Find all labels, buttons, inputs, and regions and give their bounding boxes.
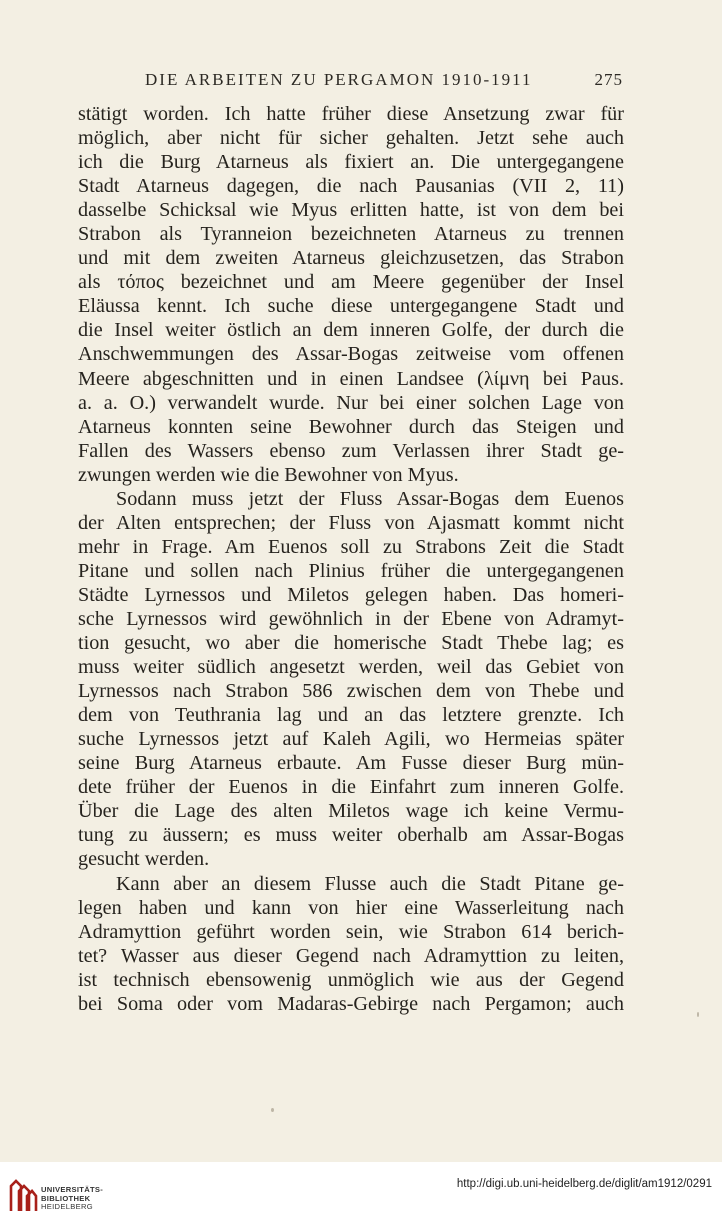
- text-line: dasselbe Schicksal wie Myus erlitten hatte, ist von dem bei: [78, 199, 624, 222]
- text-line: Stadt Atarneus dagegen, die nach Pausanias (VII 2, 11): [78, 175, 624, 198]
- text-line-paragraph-start: Sodann muss jetzt der Fluss Assar-Bogas dem Euenos: [116, 487, 624, 510]
- text-line: dete früher der Euenos in die Einfahrt zum inneren Golfe.: [78, 776, 624, 799]
- text-line: und mit dem zweiten Atarneus gleichzusetzen, das Strabon: [78, 247, 624, 270]
- text-line: tet? Wasser aus dieser Gegend nach Adramyttion zu leiten,: [78, 944, 624, 967]
- text-line: als τόπος bezeichnet und am Meere gegenüber der Insel: [78, 271, 624, 294]
- paper-speck: [271, 1108, 274, 1112]
- library-name-line: BIBLIOTHEK: [41, 1193, 91, 1203]
- library-name: [41, 1186, 103, 1212]
- text-line: Städte Lyrnessos und Miletos gelegen haben. Das homeri-: [78, 583, 624, 606]
- text-line: möglich, aber nicht für sicher gehalten. Jetzt sehe auch: [78, 127, 624, 150]
- library-name-line: UNIVERSITÄTS-: [41, 1185, 104, 1194]
- text-line: Atarneus konnten seine Bewohner durch das Steigen und: [78, 415, 624, 438]
- text-line: Strabon als Tyranneion bezeichneten Atarneus zu trennen: [78, 223, 624, 246]
- running-title: DIE ARBEITEN ZU PERGAMON 1910-1911: [145, 70, 533, 89]
- text-line: tung zu äussern; es muss weiter oberhalb am Assar-Bogas: [78, 824, 624, 847]
- text-line: Adramyttion geführt worden sein, wie Strabon 614 berich-: [78, 920, 624, 943]
- text-line-paragraph-end: zwungen werden wie die Bewohner von Myus.: [78, 463, 459, 486]
- text-line: tion gesucht, wo aber die homerische Stadt Thebe lag; es: [78, 632, 624, 655]
- text-line: ist technisch ebensowenig unmöglich wie aus der Gegend: [78, 968, 624, 991]
- paper-speck: [697, 1012, 699, 1017]
- text-line: bei Soma oder vom Madaras-Gebirge nach Pergamon; auch: [78, 992, 624, 1015]
- footer-bar: [0, 1162, 722, 1224]
- text-line-paragraph-end: gesucht werden.: [78, 848, 210, 871]
- heidelberg-library-logo-icon: [8, 1178, 38, 1214]
- running-head: [145, 70, 623, 94]
- text-line: Lyrnessos nach Strabon 586 zwischen dem von Thebe und: [78, 680, 624, 703]
- text-line: sche Lyrnessos wird gewöhnlich in der Ebene von Adramyt-: [78, 607, 624, 630]
- text-line: Eläussa kennt. Ich suche diese untergegangene Stadt und: [78, 295, 624, 318]
- text-line-paragraph-start: Kann aber an diesem Flusse auch die Stadt Pitane ge-: [116, 872, 624, 895]
- text-line: muss weiter südlich angesetzt werden, weil das Gebiet von: [78, 656, 624, 679]
- text-line: Fallen des Wassers ebenso zum Verlassen ihrer Stadt ge-: [78, 439, 624, 462]
- text-line: Anschwemmungen des Assar-Bogas zeitweise vom offenen: [78, 343, 624, 366]
- text-line: a. a. O.) verwandelt wurde. Nur bei einer solchen Lage von: [78, 391, 624, 414]
- text-line: stätigt worden. Ich hatte früher diese Ansetzung zwar für: [78, 103, 624, 125]
- text-line: ich die Burg Atarneus als fixiert an. Die untergegangene: [78, 151, 624, 174]
- text-line: suche Lyrnessos jetzt auf Kaleh Agili, wo Hermeias später: [78, 728, 624, 751]
- library-name-line: HEIDELBERG: [41, 1202, 93, 1212]
- text-line: mehr in Frage. Am Euenos soll zu Strabons Zeit die Stadt: [78, 535, 624, 558]
- text-line: dem von Teuthrania lag und an das letztere grenzte. Ich: [78, 704, 624, 727]
- text-line: der Alten entsprechen; der Fluss von Ajasmatt kommt nicht: [78, 511, 624, 534]
- text-line: Über die Lage des alten Miletos wage ich keine Vermu-: [78, 800, 624, 823]
- text-line: seine Burg Atarneus erbaute. Am Fusse dieser Burg mün-: [78, 752, 624, 775]
- source-url-link[interactable]: http://digi.ub.uni-heidelberg.de/diglit/am1912/0291: [456, 1178, 712, 1190]
- page-number: 275: [594, 70, 623, 89]
- body-text: [78, 102, 624, 1016]
- text-line: Meere abgeschnitten und in einen Landsee (λίμνη bei Paus.: [78, 367, 624, 390]
- text-line: legen haben und kann von hier eine Wasserleitung nach: [78, 896, 624, 919]
- text-line: Pitane und sollen nach Plinius früher die untergegangenen: [78, 559, 624, 582]
- text-line: die Insel weiter östlich an dem inneren Golfe, der durch die: [78, 319, 624, 342]
